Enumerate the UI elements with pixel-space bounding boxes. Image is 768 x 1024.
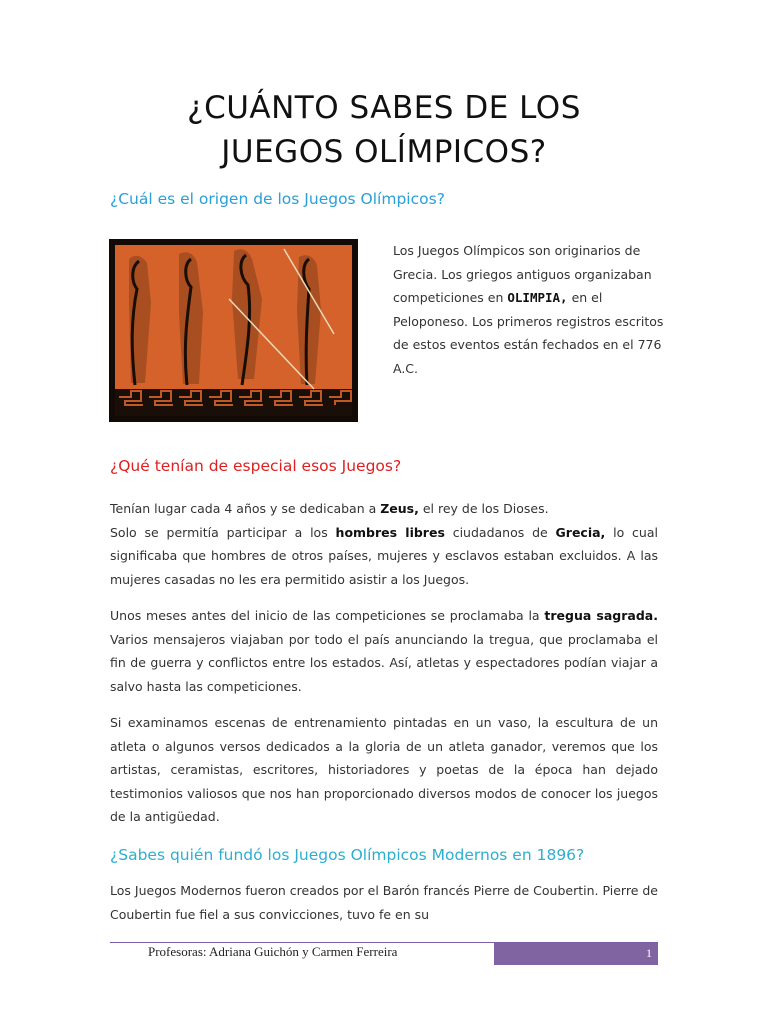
p1-text-a: Tenían lugar cada 4 años y se dedicaban a (110, 501, 381, 516)
p1-text-d: ciudadanos de (444, 524, 556, 540)
modern-paragraph: Los Juegos Modernos fueron creados por el Barón francés Pierre de Coubertin. Pierre de Coubertin fue fiel a sus convicciones, tuvo fe en su (110, 883, 658, 922)
heading-origin: ¿Cuál es el origen de los Juegos Olímpicos? (110, 190, 445, 208)
page-title (0, 86, 768, 174)
hombres-libres-bold: hombres libres (335, 524, 445, 540)
greek-vase-illustration (109, 239, 358, 422)
zeus-bold: Zeus, (380, 501, 419, 516)
grecia-bold: Grecia, (555, 524, 606, 540)
footer-authors: Profesoras: Adriana Guichón y Carmen Ferreira (148, 944, 398, 959)
special-paragraph-1 (110, 497, 658, 591)
title-line-1: ¿CUÁNTO SABES DE LOS (187, 90, 581, 126)
tregua-bold: tregua sagrada. (544, 608, 658, 623)
origin-text-b: en el Peloponeso. Los primeros registros escritos de estos eventos están fechados en el 776 A.C. (393, 290, 664, 376)
olimpia-bold: OLIMPIA, (507, 290, 568, 305)
page-number: 1 (646, 946, 652, 960)
origin-paragraph (393, 239, 673, 380)
p1-text-e: lo cual significaba que hombres de otros países, mujeres y esclavos estaban excluidos. A las mujeres casadas no les era permitido asistir a los Juegos. (110, 524, 658, 587)
special-paragraph-2 (110, 604, 658, 698)
p2-text-b: Varios mensajeros viajaban por todo el país anunciando la tregua, que proclamaba el fin de guerra y conflictos entre los estados. Así, atletas y espectadores podían viajar a salvo hasta las competiciones. (110, 631, 658, 694)
p1-text-c: Solo se permitía participar a los (110, 524, 336, 540)
heading-special: ¿Qué tenían de especial esos Juegos? (110, 457, 402, 475)
page-number-box (494, 943, 658, 965)
origin-text-a: Los Juegos Olímpicos son originarios de Grecia. Los griegos antiguos organizaban competiciones en (393, 243, 652, 305)
p2-text-a: Unos meses antes del inicio de las competiciones se proclamaba la (110, 608, 545, 623)
title-line-2: JUEGOS OLÍMPICOS? (221, 134, 547, 170)
special-paragraph-3: Si examinamos escenas de entrenamiento pintadas en un vaso, la escultura de un atleta o algunos versos dedicados a la gloria de un atleta ganador, veremos que los artistas, ceramistas, escritores, historiadores y poetas de la época han dejado testimonios valiosos que nos han proporcionado diversos modos de conocer los juegos de la antigüedad. (110, 715, 658, 824)
heading-modern: ¿Sabes quién fundó los Juegos Olímpicos Modernos en 1896? (110, 846, 585, 864)
p1-text-b: el rey de los Dioses. (418, 501, 549, 516)
